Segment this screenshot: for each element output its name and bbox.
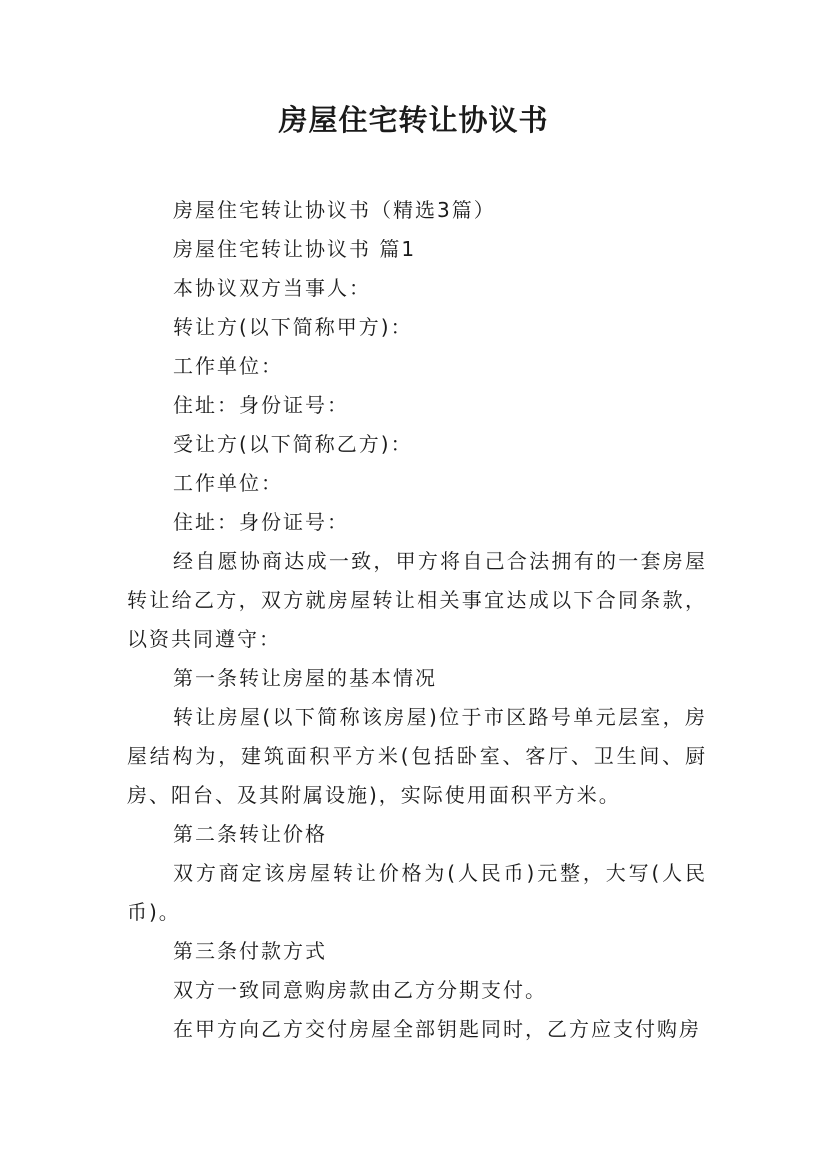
paragraph-transferor-address: 住址：身份证号： xyxy=(173,393,349,417)
paragraph-transferee-address: 住址：身份证号： xyxy=(173,510,349,534)
paragraph-section-heading: 房屋住宅转让协议书 篇1 xyxy=(173,237,417,261)
paragraph-agreement-intro: 经自愿协商达成一致，甲方将自己合法拥有的一套房屋转让给乙方，双方就房屋转让相关事宜达成以下合同条款，以资共同遵守： xyxy=(127,549,707,651)
paragraph-transferee: 受让方(以下简称乙方)： xyxy=(173,432,413,456)
paragraph-transferee-employer: 工作单位： xyxy=(173,471,283,495)
document-title: 房屋住宅转让协议书 xyxy=(278,103,549,137)
document-body xyxy=(127,191,707,1049)
paragraph-article-1-heading: 第一条转让房屋的基本情况 xyxy=(173,666,437,690)
paragraph-article-3-continued: 在甲方向乙方交付房屋全部钥匙同时，乙方应支付购房 xyxy=(173,1017,701,1041)
paragraph-article-3-heading: 第三条付款方式 xyxy=(173,939,327,963)
paragraph-subtitle: 房屋住宅转让协议书（精选3篇） xyxy=(173,198,496,222)
paragraph-article-2-heading: 第二条转让价格 xyxy=(173,822,327,846)
paragraph-parties: 本协议双方当事人： xyxy=(173,276,371,300)
paragraph-article-1-body: 转让房屋(以下简称该房屋)位于市区路号单元层室，房屋结构为，建筑面积平方米(包括卧室、客厅、卫生间、厨房、阳台、及其附属设施)，实际使用面积平方米。 xyxy=(127,705,707,807)
paragraph-article-3-body: 双方一致同意购房款由乙方分期支付。 xyxy=(173,978,547,1002)
paragraph-transferor-employer: 工作单位： xyxy=(173,354,283,378)
paragraph-transferor: 转让方(以下简称甲方)： xyxy=(173,315,413,339)
paragraph-article-2-body: 双方商定该房屋转让价格为(人民币)元整，大写(人民币)。 xyxy=(127,861,707,924)
